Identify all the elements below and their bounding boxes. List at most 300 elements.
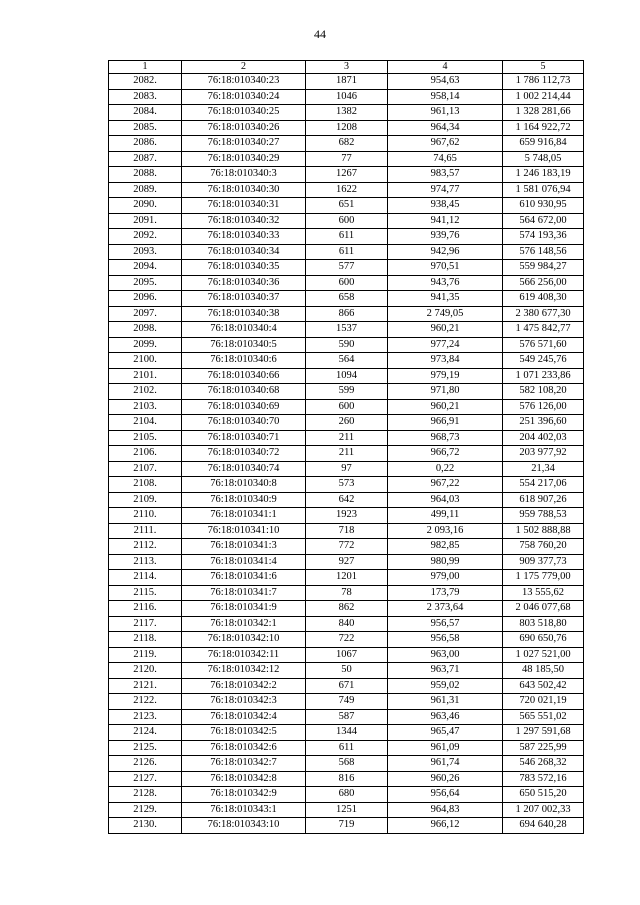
table-row bbox=[109, 415, 584, 431]
table-row bbox=[109, 198, 584, 214]
value-cell: 610 930,95 bbox=[503, 198, 584, 214]
area-cell: 1871 bbox=[306, 74, 388, 90]
rate-cell: 967,62 bbox=[388, 136, 503, 152]
rate-cell: 954,63 bbox=[388, 74, 503, 90]
table-row bbox=[109, 136, 584, 152]
area-cell: 718 bbox=[306, 523, 388, 539]
area-cell: 260 bbox=[306, 415, 388, 431]
row-number-cell: 2085. bbox=[109, 120, 182, 136]
area-cell: 1067 bbox=[306, 647, 388, 663]
value-cell: 803 518,80 bbox=[503, 616, 584, 632]
cadastral-number-cell: 76:18:010340:31 bbox=[182, 198, 306, 214]
value-cell: 659 916,84 bbox=[503, 136, 584, 152]
value-cell: 1 786 112,73 bbox=[503, 74, 584, 90]
row-number-cell: 2110. bbox=[109, 508, 182, 524]
table-row bbox=[109, 275, 584, 291]
value-cell: 2 380 677,30 bbox=[503, 306, 584, 322]
column-header: 5 bbox=[503, 61, 584, 74]
cadastral-number-cell: 76:18:010343:10 bbox=[182, 818, 306, 834]
value-cell: 1 297 591,68 bbox=[503, 725, 584, 741]
row-number-cell: 2086. bbox=[109, 136, 182, 152]
table-row bbox=[109, 492, 584, 508]
value-cell: 576 126,00 bbox=[503, 399, 584, 415]
rate-cell: 2 093,16 bbox=[388, 523, 503, 539]
table-row bbox=[109, 539, 584, 555]
rate-cell: 2 749,05 bbox=[388, 306, 503, 322]
rate-cell: 959,02 bbox=[388, 678, 503, 694]
row-number-cell: 2130. bbox=[109, 818, 182, 834]
cadastral-number-cell: 76:18:010342:11 bbox=[182, 647, 306, 663]
rate-cell: 983,57 bbox=[388, 167, 503, 183]
row-number-cell: 2112. bbox=[109, 539, 182, 555]
row-number-cell: 2090. bbox=[109, 198, 182, 214]
value-cell: 1 581 076,94 bbox=[503, 182, 584, 198]
row-number-cell: 2114. bbox=[109, 570, 182, 586]
rate-cell: 941,12 bbox=[388, 213, 503, 229]
cadastral-number-cell: 76:18:010342:6 bbox=[182, 740, 306, 756]
area-cell: 749 bbox=[306, 694, 388, 710]
area-cell: 211 bbox=[306, 430, 388, 446]
row-number-cell: 2092. bbox=[109, 229, 182, 245]
rate-cell: 967,22 bbox=[388, 477, 503, 493]
column-header: 3 bbox=[306, 61, 388, 74]
rate-cell: 982,85 bbox=[388, 539, 503, 555]
table-row bbox=[109, 725, 584, 741]
area-cell: 1622 bbox=[306, 182, 388, 198]
row-number-cell: 2095. bbox=[109, 275, 182, 291]
value-cell: 1 027 521,00 bbox=[503, 647, 584, 663]
rate-cell: 0,22 bbox=[388, 461, 503, 477]
value-cell: 720 021,19 bbox=[503, 694, 584, 710]
cadastral-number-cell: 76:18:010340:35 bbox=[182, 260, 306, 276]
cadastral-number-cell: 76:18:010340:29 bbox=[182, 151, 306, 167]
table-body bbox=[109, 74, 584, 834]
value-cell: 251 396,60 bbox=[503, 415, 584, 431]
cadastral-number-cell: 76:18:010340:34 bbox=[182, 244, 306, 260]
area-cell: 599 bbox=[306, 384, 388, 400]
value-cell: 619 408,30 bbox=[503, 291, 584, 307]
cadastral-number-cell: 76:18:010342:8 bbox=[182, 771, 306, 787]
row-number-cell: 2125. bbox=[109, 740, 182, 756]
rate-cell: 960,21 bbox=[388, 322, 503, 338]
cadastral-number-cell: 76:18:010340:71 bbox=[182, 430, 306, 446]
cadastral-number-cell: 76:18:010342:7 bbox=[182, 756, 306, 772]
value-cell: 618 907,26 bbox=[503, 492, 584, 508]
table-row bbox=[109, 663, 584, 679]
table-row bbox=[109, 647, 584, 663]
cadastral-number-cell: 76:18:010342:10 bbox=[182, 632, 306, 648]
rate-cell: 956,64 bbox=[388, 787, 503, 803]
table-row bbox=[109, 151, 584, 167]
value-cell: 549 245,76 bbox=[503, 353, 584, 369]
area-cell: 680 bbox=[306, 787, 388, 803]
table-row bbox=[109, 244, 584, 260]
cadastral-number-cell: 76:18:010340:33 bbox=[182, 229, 306, 245]
row-number-cell: 2120. bbox=[109, 663, 182, 679]
table-row bbox=[109, 430, 584, 446]
rate-cell: 961,31 bbox=[388, 694, 503, 710]
table-row bbox=[109, 616, 584, 632]
value-cell: 559 984,27 bbox=[503, 260, 584, 276]
area-cell: 1537 bbox=[306, 322, 388, 338]
value-cell: 576 571,60 bbox=[503, 337, 584, 353]
rate-cell: 973,84 bbox=[388, 353, 503, 369]
row-number-cell: 2098. bbox=[109, 322, 182, 338]
value-cell: 783 572,16 bbox=[503, 771, 584, 787]
cadastral-number-cell: 76:18:010340:8 bbox=[182, 477, 306, 493]
cadastral-number-cell: 76:18:010342:12 bbox=[182, 663, 306, 679]
rate-cell: 939,76 bbox=[388, 229, 503, 245]
table-row bbox=[109, 678, 584, 694]
cadastral-number-cell: 76:18:010341:6 bbox=[182, 570, 306, 586]
cadastral-number-cell: 76:18:010340:68 bbox=[182, 384, 306, 400]
area-cell: 600 bbox=[306, 399, 388, 415]
cadastral-number-cell: 76:18:010340:74 bbox=[182, 461, 306, 477]
value-cell: 1 475 842,77 bbox=[503, 322, 584, 338]
rate-cell: 971,80 bbox=[388, 384, 503, 400]
cadastral-number-cell: 76:18:010342:3 bbox=[182, 694, 306, 710]
cadastral-number-cell: 76:18:010340:24 bbox=[182, 89, 306, 105]
area-cell: 77 bbox=[306, 151, 388, 167]
cadastral-number-cell: 76:18:010340:38 bbox=[182, 306, 306, 322]
cadastral-number-cell: 76:18:010340:36 bbox=[182, 275, 306, 291]
cadastral-number-cell: 76:18:010340:30 bbox=[182, 182, 306, 198]
cadastral-number-cell: 76:18:010340:69 bbox=[182, 399, 306, 415]
rate-cell: 961,74 bbox=[388, 756, 503, 772]
rate-cell: 977,24 bbox=[388, 337, 503, 353]
table-row bbox=[109, 461, 584, 477]
area-cell: 577 bbox=[306, 260, 388, 276]
value-cell: 2 046 077,68 bbox=[503, 601, 584, 617]
table-row bbox=[109, 554, 584, 570]
area-cell: 611 bbox=[306, 244, 388, 260]
table-row bbox=[109, 740, 584, 756]
value-cell: 48 185,50 bbox=[503, 663, 584, 679]
rate-cell: 979,00 bbox=[388, 570, 503, 586]
rate-cell: 964,03 bbox=[388, 492, 503, 508]
value-cell: 1 175 779,00 bbox=[503, 570, 584, 586]
value-cell: 690 650,76 bbox=[503, 632, 584, 648]
row-number-cell: 2082. bbox=[109, 74, 182, 90]
table-row bbox=[109, 802, 584, 818]
value-cell: 1 328 281,66 bbox=[503, 105, 584, 121]
row-number-cell: 2128. bbox=[109, 787, 182, 803]
row-number-cell: 2129. bbox=[109, 802, 182, 818]
value-cell: 643 502,42 bbox=[503, 678, 584, 694]
value-cell: 1 002 214,44 bbox=[503, 89, 584, 105]
cadastral-number-cell: 76:18:010340:72 bbox=[182, 446, 306, 462]
value-cell: 587 225,99 bbox=[503, 740, 584, 756]
area-cell: 97 bbox=[306, 461, 388, 477]
cadastral-number-cell: 76:18:010341:9 bbox=[182, 601, 306, 617]
rate-cell: 963,46 bbox=[388, 709, 503, 725]
value-cell: 1 207 002,33 bbox=[503, 802, 584, 818]
cadastral-number-cell: 76:18:010340:32 bbox=[182, 213, 306, 229]
area-cell: 1923 bbox=[306, 508, 388, 524]
table-row bbox=[109, 585, 584, 601]
value-cell: 1 502 888,88 bbox=[503, 523, 584, 539]
table-row bbox=[109, 709, 584, 725]
area-cell: 651 bbox=[306, 198, 388, 214]
rate-cell: 966,72 bbox=[388, 446, 503, 462]
value-cell: 694 640,28 bbox=[503, 818, 584, 834]
row-number-cell: 2108. bbox=[109, 477, 182, 493]
row-number-cell: 2123. bbox=[109, 709, 182, 725]
table-row bbox=[109, 787, 584, 803]
value-cell: 650 515,20 bbox=[503, 787, 584, 803]
value-cell: 1 164 922,72 bbox=[503, 120, 584, 136]
rate-cell: 74,65 bbox=[388, 151, 503, 167]
rate-cell: 960,21 bbox=[388, 399, 503, 415]
row-number-cell: 2100. bbox=[109, 353, 182, 369]
table-row bbox=[109, 74, 584, 90]
area-cell: 1382 bbox=[306, 105, 388, 121]
rate-cell: 956,58 bbox=[388, 632, 503, 648]
rate-cell: 938,45 bbox=[388, 198, 503, 214]
rate-cell: 961,09 bbox=[388, 740, 503, 756]
value-cell: 21,34 bbox=[503, 461, 584, 477]
row-number-cell: 2121. bbox=[109, 678, 182, 694]
row-number-cell: 2089. bbox=[109, 182, 182, 198]
value-cell: 959 788,53 bbox=[503, 508, 584, 524]
cadastral-number-cell: 76:18:010340:6 bbox=[182, 353, 306, 369]
area-cell: 1251 bbox=[306, 802, 388, 818]
table-row bbox=[109, 818, 584, 834]
rate-cell: 499,11 bbox=[388, 508, 503, 524]
table-row bbox=[109, 306, 584, 322]
table-row bbox=[109, 120, 584, 136]
cadastral-number-cell: 76:18:010342:2 bbox=[182, 678, 306, 694]
rate-cell: 963,71 bbox=[388, 663, 503, 679]
area-cell: 927 bbox=[306, 554, 388, 570]
area-cell: 840 bbox=[306, 616, 388, 632]
value-cell: 1 246 183,19 bbox=[503, 167, 584, 183]
table-row bbox=[109, 632, 584, 648]
column-header: 4 bbox=[388, 61, 503, 74]
table-row bbox=[109, 694, 584, 710]
cadastral-number-cell: 76:18:010340:4 bbox=[182, 322, 306, 338]
row-number-cell: 2127. bbox=[109, 771, 182, 787]
table-row bbox=[109, 291, 584, 307]
area-cell: 587 bbox=[306, 709, 388, 725]
cadastral-number-cell: 76:18:010342:5 bbox=[182, 725, 306, 741]
row-number-cell: 2091. bbox=[109, 213, 182, 229]
table-row bbox=[109, 213, 584, 229]
table-row bbox=[109, 446, 584, 462]
cadastral-number-cell: 76:18:010341:4 bbox=[182, 554, 306, 570]
row-number-cell: 2115. bbox=[109, 585, 182, 601]
area-cell: 772 bbox=[306, 539, 388, 555]
value-cell: 203 977,92 bbox=[503, 446, 584, 462]
area-cell: 50 bbox=[306, 663, 388, 679]
row-number-cell: 2093. bbox=[109, 244, 182, 260]
rate-cell: 173,79 bbox=[388, 585, 503, 601]
table-row bbox=[109, 167, 584, 183]
value-cell: 1 071 233,86 bbox=[503, 368, 584, 384]
cadastral-number-cell: 76:18:010340:37 bbox=[182, 291, 306, 307]
value-cell: 564 672,00 bbox=[503, 213, 584, 229]
table-row bbox=[109, 508, 584, 524]
row-number-cell: 2103. bbox=[109, 399, 182, 415]
value-cell: 5 748,05 bbox=[503, 151, 584, 167]
row-number-cell: 2083. bbox=[109, 89, 182, 105]
area-cell: 1094 bbox=[306, 368, 388, 384]
row-number-cell: 2106. bbox=[109, 446, 182, 462]
table-row bbox=[109, 399, 584, 415]
row-number-cell: 2107. bbox=[109, 461, 182, 477]
table-row bbox=[109, 89, 584, 105]
column-header: 1 bbox=[109, 61, 182, 74]
area-cell: 862 bbox=[306, 601, 388, 617]
cadastral-number-cell: 76:18:010340:5 bbox=[182, 337, 306, 353]
area-cell: 564 bbox=[306, 353, 388, 369]
table-row bbox=[109, 756, 584, 772]
rate-cell: 943,76 bbox=[388, 275, 503, 291]
row-number-cell: 2113. bbox=[109, 554, 182, 570]
table-row bbox=[109, 337, 584, 353]
table-row bbox=[109, 322, 584, 338]
cadastral-number-cell: 76:18:010341:3 bbox=[182, 539, 306, 555]
row-number-cell: 2117. bbox=[109, 616, 182, 632]
value-cell: 13 555,62 bbox=[503, 585, 584, 601]
row-number-cell: 2118. bbox=[109, 632, 182, 648]
table-row bbox=[109, 771, 584, 787]
area-cell: 866 bbox=[306, 306, 388, 322]
area-cell: 573 bbox=[306, 477, 388, 493]
rate-cell: 966,12 bbox=[388, 818, 503, 834]
cadastral-number-cell: 76:18:010340:25 bbox=[182, 105, 306, 121]
cadastral-number-cell: 76:18:010340:26 bbox=[182, 120, 306, 136]
cadastral-number-cell: 76:18:010342:1 bbox=[182, 616, 306, 632]
page-number: 44 bbox=[314, 27, 326, 41]
table-row bbox=[109, 105, 584, 121]
value-cell: 576 148,56 bbox=[503, 244, 584, 260]
table-header-row bbox=[109, 61, 584, 74]
row-number-cell: 2124. bbox=[109, 725, 182, 741]
area-cell: 719 bbox=[306, 818, 388, 834]
rate-cell: 942,96 bbox=[388, 244, 503, 260]
cadastral-number-cell: 76:18:010343:1 bbox=[182, 802, 306, 818]
rate-cell: 2 373,64 bbox=[388, 601, 503, 617]
area-cell: 816 bbox=[306, 771, 388, 787]
row-number-cell: 2096. bbox=[109, 291, 182, 307]
area-cell: 671 bbox=[306, 678, 388, 694]
table-row bbox=[109, 229, 584, 245]
row-number-cell: 2122. bbox=[109, 694, 182, 710]
row-number-cell: 2105. bbox=[109, 430, 182, 446]
cadastral-number-cell: 76:18:010340:70 bbox=[182, 415, 306, 431]
rate-cell: 964,83 bbox=[388, 802, 503, 818]
value-cell: 546 268,32 bbox=[503, 756, 584, 772]
value-cell: 204 402,03 bbox=[503, 430, 584, 446]
rate-cell: 965,47 bbox=[388, 725, 503, 741]
area-cell: 611 bbox=[306, 740, 388, 756]
cadastral-number-cell: 76:18:010341:1 bbox=[182, 508, 306, 524]
rate-cell: 966,91 bbox=[388, 415, 503, 431]
row-number-cell: 2094. bbox=[109, 260, 182, 276]
rate-cell: 941,35 bbox=[388, 291, 503, 307]
area-cell: 568 bbox=[306, 756, 388, 772]
rate-cell: 960,26 bbox=[388, 771, 503, 787]
area-cell: 600 bbox=[306, 213, 388, 229]
rate-cell: 980,99 bbox=[388, 554, 503, 570]
row-number-cell: 2087. bbox=[109, 151, 182, 167]
area-cell: 1208 bbox=[306, 120, 388, 136]
row-number-cell: 2104. bbox=[109, 415, 182, 431]
area-cell: 590 bbox=[306, 337, 388, 353]
rate-cell: 974,77 bbox=[388, 182, 503, 198]
row-number-cell: 2099. bbox=[109, 337, 182, 353]
table-row bbox=[109, 353, 584, 369]
value-cell: 566 256,00 bbox=[503, 275, 584, 291]
rate-cell: 968,73 bbox=[388, 430, 503, 446]
table-row bbox=[109, 570, 584, 586]
cadastral-number-cell: 76:18:010340:9 bbox=[182, 492, 306, 508]
value-cell: 574 193,36 bbox=[503, 229, 584, 245]
cadastral-number-cell: 76:18:010341:10 bbox=[182, 523, 306, 539]
rate-cell: 979,19 bbox=[388, 368, 503, 384]
cadastral-number-cell: 76:18:010341:7 bbox=[182, 585, 306, 601]
area-cell: 722 bbox=[306, 632, 388, 648]
row-number-cell: 2116. bbox=[109, 601, 182, 617]
area-cell: 1344 bbox=[306, 725, 388, 741]
cadastral-number-cell: 76:18:010340:23 bbox=[182, 74, 306, 90]
cadastral-number-cell: 76:18:010340:3 bbox=[182, 167, 306, 183]
area-cell: 600 bbox=[306, 275, 388, 291]
value-cell: 582 108,20 bbox=[503, 384, 584, 400]
area-cell: 1046 bbox=[306, 89, 388, 105]
area-cell: 682 bbox=[306, 136, 388, 152]
rate-cell: 970,51 bbox=[388, 260, 503, 276]
cadastral-number-cell: 76:18:010342:4 bbox=[182, 709, 306, 725]
cadastral-number-cell: 76:18:010340:66 bbox=[182, 368, 306, 384]
row-number-cell: 2126. bbox=[109, 756, 182, 772]
area-cell: 611 bbox=[306, 229, 388, 245]
area-cell: 78 bbox=[306, 585, 388, 601]
row-number-cell: 2109. bbox=[109, 492, 182, 508]
data-table bbox=[108, 60, 584, 834]
cadastral-number-cell: 76:18:010342:9 bbox=[182, 787, 306, 803]
area-cell: 1201 bbox=[306, 570, 388, 586]
area-cell: 658 bbox=[306, 291, 388, 307]
column-header: 2 bbox=[182, 61, 306, 74]
row-number-cell: 2102. bbox=[109, 384, 182, 400]
table-row bbox=[109, 384, 584, 400]
row-number-cell: 2101. bbox=[109, 368, 182, 384]
table-row bbox=[109, 182, 584, 198]
row-number-cell: 2119. bbox=[109, 647, 182, 663]
table-row bbox=[109, 368, 584, 384]
row-number-cell: 2084. bbox=[109, 105, 182, 121]
rate-cell: 963,00 bbox=[388, 647, 503, 663]
value-cell: 758 760,20 bbox=[503, 539, 584, 555]
row-number-cell: 2111. bbox=[109, 523, 182, 539]
table-row bbox=[109, 523, 584, 539]
area-cell: 642 bbox=[306, 492, 388, 508]
rate-cell: 961,13 bbox=[388, 105, 503, 121]
value-cell: 565 551,02 bbox=[503, 709, 584, 725]
rate-cell: 956,57 bbox=[388, 616, 503, 632]
rate-cell: 958,14 bbox=[388, 89, 503, 105]
row-number-cell: 2097. bbox=[109, 306, 182, 322]
table-row bbox=[109, 477, 584, 493]
value-cell: 554 217,06 bbox=[503, 477, 584, 493]
table-row bbox=[109, 260, 584, 276]
area-cell: 211 bbox=[306, 446, 388, 462]
value-cell: 909 377,73 bbox=[503, 554, 584, 570]
row-number-cell: 2088. bbox=[109, 167, 182, 183]
cadastral-number-cell: 76:18:010340:27 bbox=[182, 136, 306, 152]
